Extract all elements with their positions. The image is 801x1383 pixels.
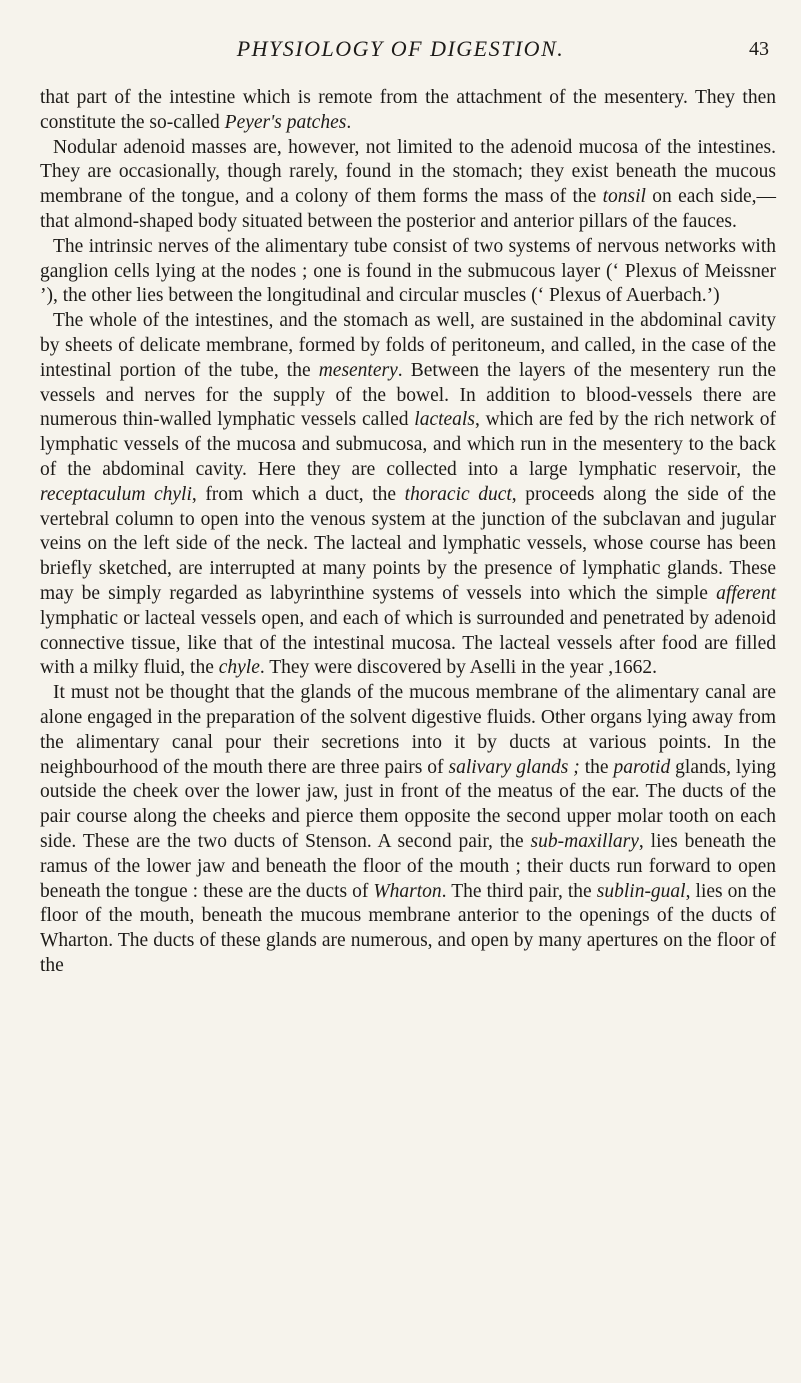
text-run: , lies on the floor of the mouth, beneath the mucous membrane anterior to the openings of the ducts of Wharton. The ducts of these glands are numerous, and open by many apertures on the floor of the bbox=[40, 880, 777, 976]
running-head bbox=[0, 36, 801, 66]
italic-term: sub-maxillary bbox=[530, 830, 639, 852]
italic-term: mesentery bbox=[318, 359, 398, 381]
page-title: PHYSIOLOGY OF DIGESTION. bbox=[236, 36, 565, 61]
text-run: that part of the intestine which is remote from the attachment of the mesentery. They then constitute the so-called bbox=[40, 87, 776, 133]
text-run: It must not be thought that the glands of the mucous membrane of the alimentary canal are alone engaged in the preparation of the solvent digestive fluids. Other organs lying away from the alimentary canal pour their secretions into it by ducts at various points. In the neighbourhood of the mouth there are three pairs of bbox=[40, 682, 776, 778]
italic-term: lacteals bbox=[414, 409, 475, 431]
text-run: lymphatic or lacteal vessels open, and each of which is surrounded and penetrated by adenoid connective tissue, like that of the intestinal mucosa. The lacteal vessels after food are filled with a milky fluid, the bbox=[40, 607, 776, 679]
text-run: glands, lying outside the cheek over the lower jaw, just in front of the meatus of the ear. The ducts of the pair course along the cheeks and pierce them opposite the second upper molar tooth on each side. These are the two ducts of Stenson. A second pair, the bbox=[40, 756, 776, 852]
paragraph bbox=[40, 136, 776, 235]
text-run: , lies beneath the ramus of the lower jaw and beneath the floor of the mouth ; their ducts run forward to open beneath the tongue : these are the ducts of bbox=[40, 830, 776, 902]
italic-term: salivary glands ; bbox=[448, 756, 580, 778]
text-run: , from which a duct, the bbox=[191, 483, 405, 505]
italic-term: Wharton bbox=[373, 880, 442, 902]
text-run: on each side,—that almond-shaped body situated between the posterior and anterior pillars of the fauces. bbox=[40, 186, 776, 232]
italic-term: Peyer's patches bbox=[224, 111, 347, 133]
body-text bbox=[40, 86, 776, 979]
paragraph bbox=[40, 681, 776, 979]
text-run: , proceeds along the side of the vertebral column to open into the venous system at the junction of the subclavan and jugular veins on the left side of the neck. The lacteal and lymphatic vessels, whose course has been briefly sketched, are interrupted at many points by the presence of lymphatic glands. These may be simply regarded as labyrinthine systems of vessels into which the simple bbox=[40, 483, 776, 604]
italic-term: tonsil bbox=[602, 186, 646, 208]
paragraph bbox=[40, 309, 776, 681]
paragraph bbox=[40, 86, 776, 136]
italic-term: parotid bbox=[613, 756, 671, 778]
text-run: Nodular adenoid masses are, however, not limited to the adenoid mucosa of the intestines. They are occasionally, though rarely, found in the stomach; they exist beneath the mucous membrane of the tongue, and a colony of them forms the mass of the bbox=[40, 136, 776, 208]
page-number: 43 bbox=[749, 38, 769, 60]
text-run: The intrinsic nerves of the alimentary tube consist of two systems of nervous networks with ganglion cells lying at the nodes ; one is found in the submucous layer (‘ Plexus of Meissner ’), the other lies between the longitudinal and circular muscles (‘ Plexus of Auerbach.’) bbox=[40, 235, 776, 307]
text-run: . Between the layers of the mesentery run the vessels and nerves for the supply of the bowel. In addition to blood-vessels there are numerous thin-walled lymphatic vessels called bbox=[40, 359, 776, 431]
paragraph bbox=[40, 235, 776, 309]
text-run: The whole of the intestines, and the stomach as well, are sustained in the abdominal cavity by sheets of delicate membrane, formed by folds of peritoneum, and called, in the case of the intestinal portion of the tube, the bbox=[40, 310, 776, 381]
italic-term: chyle bbox=[218, 657, 260, 679]
text-run: , which are fed by the rich network of lymphatic vessels of the mucosa and submucosa, and which run in the mesentery to the back of the abdominal cavity. Here they are collected into a large lymphatic reservoir, the bbox=[40, 409, 776, 480]
italic-term: thoracic duct bbox=[404, 483, 512, 505]
text-run: the bbox=[579, 756, 614, 778]
text-run: . bbox=[346, 111, 352, 133]
italic-term: afferent bbox=[716, 582, 776, 604]
text-run: . They were discovered by Aselli in the year ,1662. bbox=[259, 657, 657, 679]
italic-term: receptaculum chyli bbox=[40, 483, 192, 505]
italic-term: sublin-gual bbox=[596, 880, 686, 902]
text-run: . The third pair, the bbox=[441, 880, 597, 902]
